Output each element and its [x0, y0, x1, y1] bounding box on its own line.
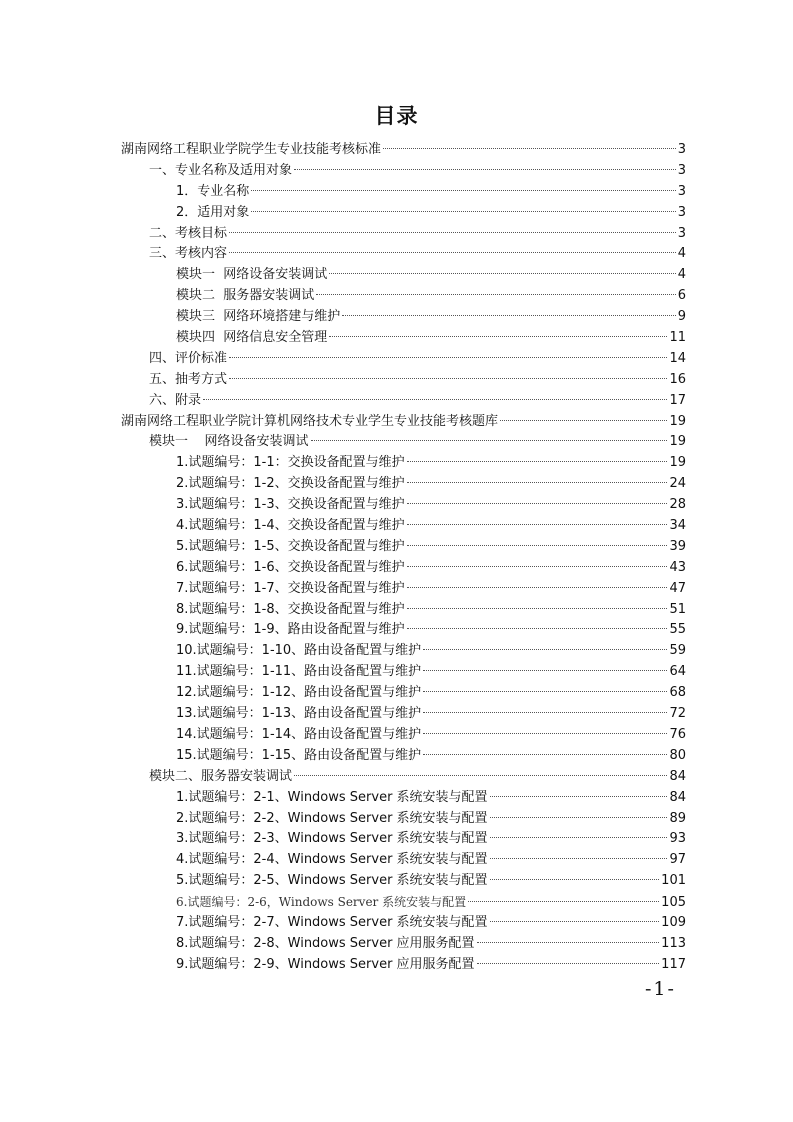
toc-entry[interactable] [0, 558, 793, 579]
toc-leader-dots [423, 691, 667, 692]
toc-entry-text: 11.试题编号：1-11、路由设备配置与维护 [176, 664, 422, 680]
toc-leader-dots [477, 963, 660, 964]
toc-entry-text: 4.试题编号：1-4、交换设备配置与维护 [176, 518, 405, 534]
toc-entry-text: 二、考核目标 [149, 225, 228, 241]
toc-entry-page: 6 [677, 288, 686, 304]
toc-leader-dots [294, 169, 676, 170]
toc-entry-text: 2.试题编号：2-2、Windows Server 系统安装与配置 [176, 810, 488, 826]
toc-entry-page: 101 [661, 873, 686, 889]
toc-leader-dots [329, 273, 675, 274]
toc-leader-dots [407, 566, 668, 567]
toc-entry[interactable] [0, 432, 793, 453]
toc-entry-page: 19 [669, 413, 686, 429]
toc-entry-page: 14 [669, 350, 686, 366]
toc-entry-text: 8.试题编号：2-8、Windows Server 应用服务配置 [176, 935, 475, 951]
toc-leader-dots [311, 440, 668, 441]
toc-entry[interactable] [0, 850, 793, 871]
toc-entry-text: 1.试题编号：2-1、Windows Server 系统安装与配置 [176, 789, 488, 805]
toc-entry-page: 3 [677, 225, 686, 241]
toc-entry-text: 湖南网络工程职业学院计算机网络技术专业学生专业技能考核题库 [121, 413, 499, 429]
toc-entry-page: 84 [669, 768, 686, 784]
toc-entry[interactable] [0, 641, 793, 662]
toc-entry[interactable] [0, 829, 793, 850]
toc-leader-dots [294, 775, 667, 776]
toc-leader-dots [490, 796, 668, 797]
toc-entry-page: 39 [669, 538, 686, 554]
toc-leader-dots [407, 628, 668, 629]
toc-entry-text: 五、抽考方式 [149, 371, 228, 387]
toc-entry-text: 1．专业名称 [176, 183, 250, 199]
toc-entry-text: 5.试题编号：1-5、交换设备配置与维护 [176, 538, 405, 554]
toc-entry-page: 3 [677, 162, 686, 178]
toc-leader-dots [329, 336, 667, 337]
toc-entry-text: 2．适用对象 [176, 204, 250, 220]
toc-entry[interactable] [0, 662, 793, 683]
toc-entry-page: 84 [669, 789, 686, 805]
toc-entry-page: 89 [669, 810, 686, 826]
toc-entry-text: 4.试题编号：2-4、Windows Server 系统安装与配置 [176, 852, 488, 868]
toc-entry-text: 湖南网络工程职业学院学生专业技能考核标准 [121, 142, 382, 157]
toc-entry-page: 59 [669, 643, 686, 659]
toc-entry[interactable] [0, 328, 793, 349]
toc-leader-dots [423, 670, 667, 671]
toc-entry-text: 六、附录 [149, 392, 202, 408]
toc-entry-page: 93 [669, 831, 686, 847]
toc-entry-text: 模块三 网络环境搭建与维护 [176, 309, 341, 325]
toc-entry[interactable] [0, 725, 793, 746]
toc-entry-page: 113 [661, 935, 686, 951]
toc-entry-page: 24 [669, 476, 686, 492]
toc-entry[interactable] [0, 203, 793, 224]
toc-entry[interactable] [0, 307, 793, 328]
toc-entry-text: 12.试题编号：1-12、路由设备配置与维护 [176, 685, 422, 701]
toc-entry-page: 105 [661, 895, 686, 911]
toc-entry[interactable] [0, 224, 793, 245]
toc-entry[interactable] [0, 391, 793, 412]
toc-entry-page: 19 [669, 434, 686, 450]
toc-leader-dots [229, 378, 667, 379]
toc-entry-text: 15.试题编号：1-15、路由设备配置与维护 [176, 747, 422, 763]
toc-entry-page: 34 [669, 518, 686, 534]
toc-leader-dots [490, 921, 660, 922]
toc-entry[interactable] [0, 913, 793, 934]
toc-entry-text: 13.试题编号：1-13、路由设备配置与维护 [176, 706, 422, 722]
toc-entry-page: 19 [669, 455, 686, 471]
toc-entry[interactable] [0, 620, 793, 641]
toc-leader-dots [407, 461, 668, 462]
toc-entry-text: 9.试题编号：2-9、Windows Server 应用服务配置 [176, 956, 475, 972]
toc-entry-text: 6.试题编号：1-6、交换设备配置与维护 [176, 559, 405, 575]
toc-entry-page: 11 [669, 330, 686, 346]
toc-entry-page: 4 [677, 267, 686, 283]
toc-leader-dots [423, 754, 667, 755]
toc-entry-page: 43 [669, 559, 686, 575]
toc-leader-dots [229, 232, 676, 233]
toc-entry-page: 51 [669, 601, 686, 617]
toc-leader-dots [229, 357, 667, 358]
toc-entry[interactable] [0, 871, 793, 892]
toc-entry-page: 16 [669, 371, 686, 387]
toc-entry-text: 14.试题编号：1-14、路由设备配置与维护 [176, 726, 422, 742]
toc-entry-page: 3 [677, 142, 686, 157]
toc-title: 目录 [374, 104, 419, 128]
toc-entry-text: 10.试题编号：1-10、路由设备配置与维护 [176, 643, 422, 659]
toc-entry[interactable] [0, 244, 793, 265]
toc-leader-dots [407, 524, 668, 525]
toc-entry[interactable] [0, 474, 793, 495]
toc-entry[interactable] [0, 934, 793, 955]
toc-entry-text: 1.试题编号：1-1：交换设备配置与维护 [176, 455, 405, 471]
toc-entry-page: 4 [677, 246, 686, 262]
toc-leader-dots [407, 503, 668, 504]
toc-entry[interactable] [0, 182, 793, 203]
toc-entry-text: 8.试题编号：1-8、交换设备配置与维护 [176, 601, 405, 617]
toc-leader-dots [251, 190, 675, 191]
toc-entry[interactable] [0, 286, 793, 307]
toc-entry-text: 3.试题编号：1-3、交换设备配置与维护 [176, 497, 405, 513]
toc-entry[interactable] [0, 892, 793, 913]
toc-entry[interactable] [0, 516, 793, 537]
toc-leader-dots [490, 837, 668, 838]
page-number: -1- [645, 978, 676, 1000]
toc-entry-page: 76 [669, 726, 686, 742]
toc-entry[interactable] [0, 161, 793, 182]
toc-entry-page: 3 [677, 204, 686, 220]
toc-entry-page: 80 [669, 747, 686, 763]
toc-entry-page: 109 [661, 914, 686, 930]
toc-leader-dots [203, 399, 667, 400]
toc-entry[interactable] [0, 683, 793, 704]
toc-entry[interactable] [0, 265, 793, 286]
table-of-contents [0, 140, 793, 976]
toc-entry-text: 一、专业名称及适用对象 [149, 162, 293, 178]
toc-entry[interactable] [0, 495, 793, 516]
toc-entry[interactable] [0, 370, 793, 391]
toc-leader-dots [407, 545, 668, 546]
toc-entry-page: 17 [669, 392, 686, 408]
toc-leader-dots [490, 879, 660, 880]
toc-entry[interactable] [0, 349, 793, 370]
toc-entry[interactable] [0, 600, 793, 621]
toc-entry-page: 47 [669, 580, 686, 596]
toc-entry-page: 3 [677, 183, 686, 199]
toc-entry-page: 68 [669, 685, 686, 701]
toc-entry-text: 9.试题编号：1-9、路由设备配置与维护 [176, 622, 405, 638]
toc-leader-dots [342, 315, 675, 316]
toc-entry[interactable] [0, 955, 793, 976]
toc-entry-text: 6.试题编号：2-6，Windows Server 系统安装与配置 [176, 895, 467, 910]
toc-entry-text: 模块二、服务器安装调试 [149, 768, 293, 784]
toc-entry[interactable] [0, 746, 793, 767]
toc-entry[interactable] [0, 579, 793, 600]
toc-entry[interactable] [0, 537, 793, 558]
toc-leader-dots [229, 252, 676, 253]
toc-entry[interactable] [0, 788, 793, 809]
toc-leader-dots [407, 482, 668, 483]
toc-entry[interactable] [0, 140, 793, 161]
toc-entry-page: 117 [661, 956, 686, 972]
toc-entry-page: 55 [669, 622, 686, 638]
toc-entry-text: 7.试题编号：2-7、Windows Server 系统安装与配置 [176, 914, 488, 930]
toc-entry[interactable] [0, 809, 793, 830]
toc-entry-text: 5.试题编号：2-5、Windows Server 系统安装与配置 [176, 873, 488, 889]
toc-leader-dots [490, 817, 668, 818]
toc-entry[interactable] [0, 412, 793, 433]
toc-leader-dots [477, 942, 660, 943]
toc-entry-page: 97 [669, 852, 686, 868]
toc-entry-page: 28 [669, 497, 686, 513]
toc-entry-page: 64 [669, 664, 686, 680]
toc-leader-dots [423, 712, 667, 713]
toc-entry[interactable] [0, 453, 793, 474]
toc-entry[interactable] [0, 704, 793, 725]
toc-entry-text: 模块二 服务器安装调试 [176, 288, 315, 304]
toc-entry-text: 模块一 网络设备安装调试 [149, 434, 309, 450]
toc-entry[interactable] [0, 767, 793, 788]
toc-leader-dots [407, 587, 668, 588]
toc-entry-text: 四、评价标准 [149, 350, 228, 366]
toc-entry-text: 模块四 网络信息安全管理 [176, 330, 328, 346]
toc-entry-page: 9 [677, 309, 686, 325]
toc-entry-text: 三、考核内容 [149, 246, 228, 262]
toc-entry-text: 2.试题编号：1-2、交换设备配置与维护 [176, 476, 405, 492]
toc-leader-dots [500, 420, 667, 421]
toc-leader-dots [407, 608, 668, 609]
toc-leader-dots [251, 211, 675, 212]
toc-entry-text: 3.试题编号：2-3、Windows Server 系统安装与配置 [176, 831, 488, 847]
toc-leader-dots [423, 649, 667, 650]
toc-entry-page: 72 [669, 706, 686, 722]
toc-leader-dots [490, 858, 668, 859]
toc-entry-text: 7.试题编号：1-7、交换设备配置与维护 [176, 580, 405, 596]
toc-leader-dots [383, 148, 676, 149]
toc-leader-dots [423, 733, 667, 734]
toc-leader-dots [468, 901, 659, 902]
toc-leader-dots [316, 294, 675, 295]
toc-entry-text: 模块一 网络设备安装调试 [176, 267, 328, 283]
